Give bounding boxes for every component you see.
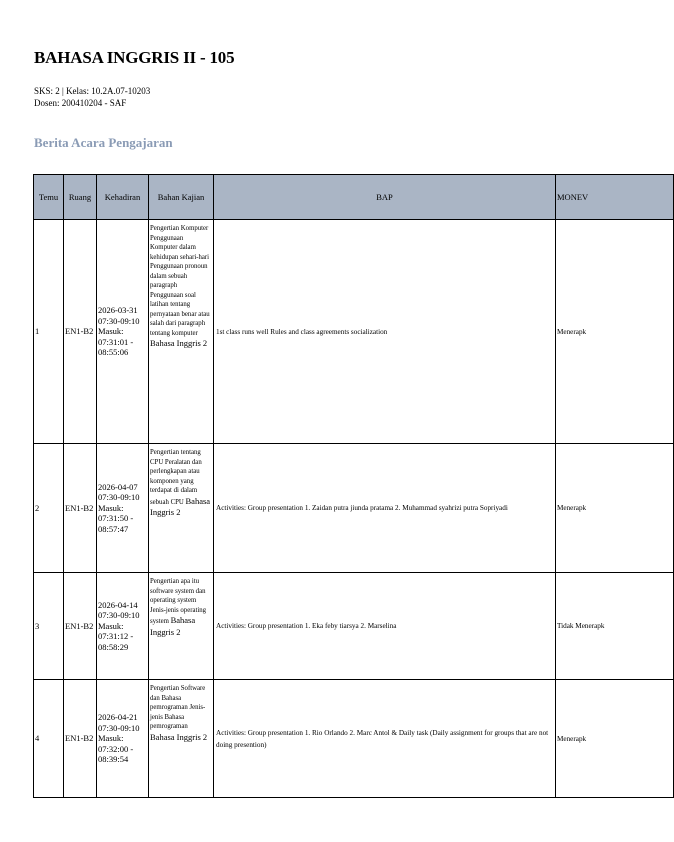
cell-temu: 2: [34, 444, 64, 573]
bap-table-container: [33, 174, 605, 798]
cell-bahan-kajian: [149, 680, 214, 798]
header-bahan-kajian: Bahan Kajian: [149, 175, 214, 220]
bahan-kajian-course: Bahasa Inggris 2: [150, 615, 196, 637]
course-lecturer: Dosen: 200410204 - SAF: [34, 98, 127, 108]
cell-bap: Activities: Group presentation 1. Eka feby tiarsya 2. Marselina: [214, 573, 556, 680]
bahan-kajian-text: Pengertian apa itu software system dan operating system Jenis-jenis operating system: [150, 578, 207, 625]
cell-ruang: EN1-B2: [64, 444, 97, 573]
cell-ruang: EN1-B2: [64, 680, 97, 798]
section-title: Berita Acara Pengajaran: [34, 135, 173, 150]
cell-bahan-kajian: [149, 573, 214, 680]
course-title: BAHASA INGGRIS II - 105: [34, 48, 235, 67]
table-row: [34, 220, 674, 444]
header-ruang: Ruang: [64, 175, 97, 220]
cell-monev: Menerapk: [556, 220, 674, 444]
cell-monev: Menerapk: [556, 680, 674, 798]
bahan-kajian-course: Bahasa Inggris 2: [150, 495, 211, 517]
header-bap: BAP: [214, 175, 556, 220]
bahan-kajian-course: Bahasa Inggris 2: [150, 338, 208, 348]
table-row: [34, 680, 674, 798]
cell-bahan-kajian: [149, 444, 214, 573]
cell-kehadiran: 2026-03-31 07:30-09:10 Masuk: 07:31:01 - 08:55:06: [97, 220, 149, 444]
cell-temu: 4: [34, 680, 64, 798]
cell-kehadiran: 2026-04-07 07:30-09:10 Masuk: 07:31:50 - 08:57:47: [97, 444, 149, 573]
cell-monev: Tidak Menerapk: [556, 573, 674, 680]
table-header-row: [34, 175, 674, 220]
header-temu: Temu: [34, 175, 64, 220]
cell-kehadiran: 2026-04-14 07:30-09:10 Masuk: 07:31:12 - 08:58:29: [97, 573, 149, 680]
course-credits-class: SKS: 2 | Kelas: 10.2A.07-10203: [34, 86, 151, 96]
cell-ruang: EN1-B2: [64, 220, 97, 444]
header-kehadiran: Kehadiran: [97, 175, 149, 220]
header-monev: MONEV: [556, 175, 674, 220]
cell-temu: 1: [34, 220, 64, 444]
table-row: [34, 573, 674, 680]
cell-temu: 3: [34, 573, 64, 680]
cell-bap: Activities: Group presentation 1. Zaidan putra jiunda pratama 2. Muhammad syahrizi putra Sopriyadi: [214, 444, 556, 573]
bahan-kajian-text: Pengertian Software dan Bahasa pemrograman Jenis-jenis Bahasa pemrograman: [150, 685, 206, 730]
cell-ruang: EN1-B2: [64, 573, 97, 680]
bahan-kajian-text: Pengertian tentang CPU Peralatan dan perlengkapan atau komponen yang terdapat di dalam sebuah CPU: [150, 449, 202, 506]
table-row: [34, 444, 674, 573]
cell-bap: Activities: Group presentation 1. Rio Orlando 2. Marc Antol & Daily task (Daily assignment for groups that are not doing presention): [214, 680, 556, 798]
cell-kehadiran: 2026-04-21 07:30-09:10 Masuk: 07:32:00 - 08:39:54: [97, 680, 149, 798]
cell-bahan-kajian: [149, 220, 214, 444]
cell-bap: 1st class runs well Rules and class agreements socialization: [214, 220, 556, 444]
bahan-kajian-course: Bahasa Inggris 2: [150, 731, 208, 742]
cell-monev: Menerapk: [556, 444, 674, 573]
bap-table: [33, 174, 674, 798]
bahan-kajian-text: Pengertian Komputer Penggunaan Komputer dalam kehidupan sehari-hari Penggunaan pronoun dalam sebuah paragraph Penggunaan soal latihan tentang pernyataan benar atau salah dari paragraph tentang komputer: [150, 225, 210, 337]
